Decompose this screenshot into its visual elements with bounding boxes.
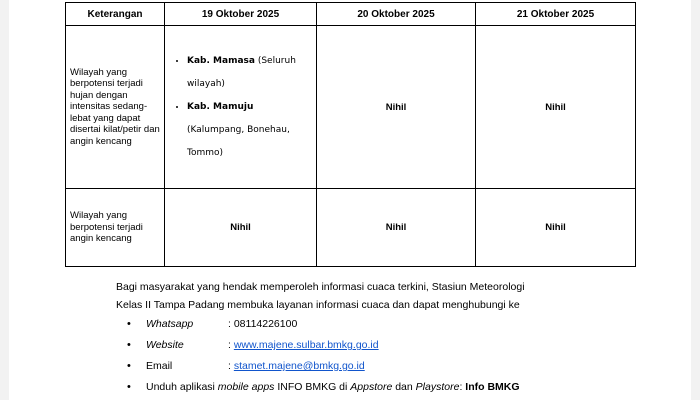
contact-app <box>118 377 520 398</box>
app-mid: INFO BMKG di <box>274 381 351 393</box>
email-link[interactable]: stamet.majene@bmkg.go.id <box>233 360 365 372</box>
header-day3: 21 Oktober 2025 <box>476 3 636 26</box>
header-keterangan: Keterangan <box>66 3 165 26</box>
app-play: Playstore <box>415 381 460 393</box>
email-separator: : <box>228 360 234 372</box>
app-mobile: mobile apps <box>217 381 275 393</box>
region-detail: (Seluruh wilayah) <box>187 55 296 89</box>
left-gutter <box>0 0 9 400</box>
cell-day3-rain: Nihil <box>476 26 636 189</box>
cell-day2-wind: Nihil <box>317 189 476 267</box>
website-label: Website <box>146 339 184 351</box>
table-row <box>66 189 636 267</box>
region-name: Kab. Mamuju <box>187 101 254 112</box>
website-link[interactable]: www.majene.sulbar.bmkg.go.id <box>233 339 379 351</box>
app-colon: : <box>459 381 466 393</box>
region-list <box>173 50 312 165</box>
email-label: Email <box>146 360 173 372</box>
contact-email <box>118 356 520 377</box>
cell-day1-wind: Nihil <box>165 189 317 267</box>
cell-day2-rain: Nihil <box>317 26 476 189</box>
list-item <box>187 50 312 96</box>
header-day1: 19 Oktober 2025 <box>165 3 317 26</box>
whatsapp-label: Whatsapp <box>146 318 194 330</box>
app-name: Info BMKG <box>465 381 520 393</box>
info-paragraph <box>116 278 656 314</box>
app-store: Appstore <box>350 381 393 393</box>
whatsapp-number: : 08114226100 <box>228 318 298 330</box>
contact-website <box>118 335 520 356</box>
cell-day3-wind: Nihil <box>476 189 636 267</box>
table-header-row <box>66 3 636 26</box>
contact-whatsapp <box>118 314 520 335</box>
header-day2: 20 Oktober 2025 <box>317 3 476 26</box>
cell-day1-rain <box>165 26 317 189</box>
app-and: dan <box>392 381 416 393</box>
info-line-2: Kelas II Tampa Padang membuka layanan informasi cuaca dan dapat menghubungi ke <box>116 299 520 311</box>
info-line-1: Bagi masyarakat yang hendak memperoleh informasi cuaca terkini, Stasiun Meteorologi <box>116 281 525 293</box>
row-label-rain: Wilayah yang berpotensi terjadi hujan dengan intensitas sedang-lebat yang dapat disertai kilat/petir dan angin kencang <box>66 26 165 189</box>
table-row <box>66 26 636 189</box>
region-name: Kab. Mamasa <box>187 55 255 66</box>
contact-list <box>118 314 520 398</box>
list-item <box>187 96 312 165</box>
region-detail: (Kalumpang, Bonehau, Tommo) <box>187 124 290 158</box>
right-gutter <box>691 0 700 400</box>
website-separator: : <box>228 339 234 351</box>
row-label-wind: Wilayah yang berpotensi terjadi angin kencang <box>66 189 165 267</box>
weather-forecast-table <box>65 2 636 267</box>
app-prefix: Unduh aplikasi <box>146 381 218 393</box>
